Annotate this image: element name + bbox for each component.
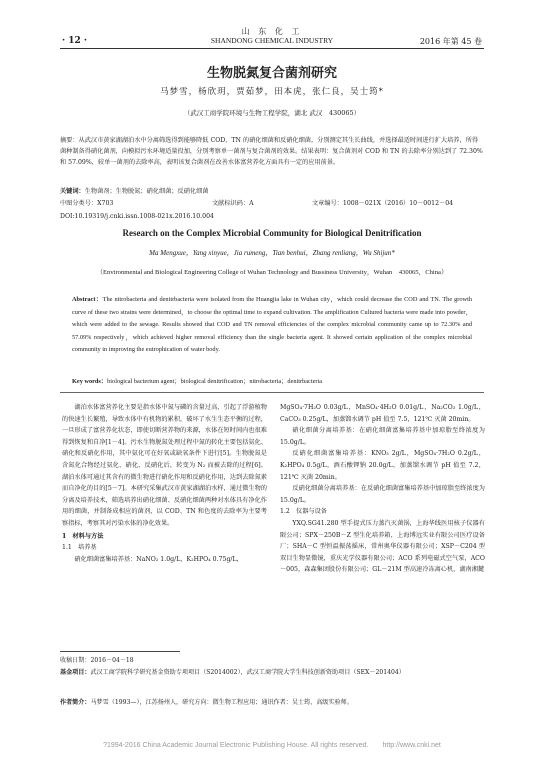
footnote-author xyxy=(60,698,484,709)
abstract-cn: 摘要：从武汉市黄家湖湖泊水中分离筛选得到能够降低 COD、TN 的硝化细菌和反硝化细菌，分别测定其生长曲线，并选择最适时间进行扩大培养，所得菌种制备得硝化菌剂，向模拟污水环境适量投加，分别考察单一菌剂与复合菌剂的效果。结果表明：复合菌剂对 COD 和 TN 的去除率分别达到了 72.30% 和 57.09%，较单一菌剂的去除率高，表明该复合菌剂在改善水体富营养化方面具有一定的应用前景。 xyxy=(60,137,483,166)
keywords-cn-text: 生物菌剂；生物脱氮；硝化细菌；反硝化细菌 xyxy=(84,188,209,195)
keywords-cn-label: 关键词： xyxy=(60,188,85,195)
intro-paragraph: 湖泊水体富营养化主要是指水体中氮与磷的含量过高，引起了浮游植物的快速生长繁殖，导致水体中有机物的累积，破坏了水生生态平衡的过程，一旦形成了富营养化状态，即使切断营养物的来源，水体在短时间内也很难得到恢复和自净[1－4]。污水生物脱氮处理过程中氮的转化主要包括氨化、硝化和反硝化作用，其中氨化可在好氧或缺氧条件下进行[5]。生物脱氮是含氮化合物经过氨化、硝化、反硝化后，转变为 N₂ 而被去除的过程[6]。湖泊水体可通过其含有的微生物进行硝化作用和反硝化作用，达到去除氮素而自净化的目的[5－7]。本研究采集武汉市黄家湖湖泊水样，通过微生物的分离及培养技术，筛选培养出硝化细菌、反硝化细菌两种对水体具有净化作用的细菌，并制备成相应的菌剂，以 COD、TN 和色度的去除率为主要考察指标，考察其对污染水体的净化效果。 xyxy=(62,404,267,527)
authors-cn: 马梦雪，杨欣玥，贾茹梦，田本虎，张仁良，吴士筠* xyxy=(160,87,384,97)
denitrifier-enrichment-medium: 反硝化细菌富集培养基：KNO₃ 2g/L，MgSO₄·7H₂O 0.2g/L，K₂HPO₄ 0.5g/L，酒石酸钾钠 20.0g/L，加蒸馏水调节 pH 值至 7.2，121℃ 灭菌 20min。 xyxy=(280,450,485,481)
body-column-left xyxy=(62,402,267,565)
doi: DOI:10.19319/j.cnki.issn.1008-021x.2016.10.004 xyxy=(60,213,214,220)
journal-name-en: SHANDONG CHEMICAL INDUSTRY xyxy=(210,36,334,45)
paper-title-cn: 生物脱氮复合菌剂研究 xyxy=(206,66,337,81)
section-divider xyxy=(60,392,484,393)
page-number: · 12 · xyxy=(62,36,88,46)
affiliation-cn: （武汉工商学院环境与生物工程学院，湖北 武汉 430065） xyxy=(183,109,361,117)
paper-title-en: Research on the Complex Microbial Community for Biological Denitrification xyxy=(122,228,422,238)
clc-number: 中图分类号：X703 xyxy=(60,200,114,207)
denitrifier-isolation-medium: 反硝化细菌分离培养基：在反硝化细菌富集培养基中加琼脂至终浓度为 15.0g/L。 xyxy=(280,485,485,504)
keywords-en xyxy=(72,376,472,385)
watermark: ?1994-2016 China Academic Journal Electronic Publishing House. All rights reserved. http://www.cnki.net xyxy=(103,742,441,749)
keywords-en-text: biological bacterium agent；biological denitrification；nitrobacteria；denitrbacteria xyxy=(107,378,323,385)
footnote-fund xyxy=(60,668,484,679)
footnote-rule xyxy=(60,651,180,652)
subsection-heading-instruments: 1.2 仪器与设备 xyxy=(280,508,327,516)
media-paragraph: 硝化细菌富集培养基：NaNO₂ 1.0g/L，K₂HPO₄ 0.75g/L， xyxy=(74,555,243,563)
instruments-paragraph: YXQ.SG41.280 型手提式压力蒸汽灭菌锅，上海华线医用核子仪器有限公司；SPX－250B－Z 型生化培养箱，上海博远实业有限公司医疗设备厂；SHA－C 型恒温振荡摇床，常州奥华仪器有限公司；XSP－C204 型双目生物显微镜，重庆光学仪器有限公司；ACO 系列电磁式空气泵，ACO－005，森森集团股份有限公司；GL－21M 型高速冷冻离心机，湖南湘麓 xyxy=(280,519,485,574)
affiliation-en: （Environmental and Biological Engineering College of Wuhan Technology and Bussiness University，Wuhan 430065，China） xyxy=(96,269,448,276)
abstract-en xyxy=(72,294,472,357)
footnote-fund-label: 基金项目： xyxy=(60,669,91,676)
journal-issue: 2016 年第 45 卷 xyxy=(419,37,482,46)
section-heading-materials: 1 材料与方法 xyxy=(62,532,104,540)
nitrifier-isolation-medium: 硝化细菌分离培养基：在硝化细菌富集培养基中加琼脂至终浓度为 15.0g/L。 xyxy=(280,427,485,446)
media-continued: MgSO₄·7H₂O 0.03g/L，MnSO₄·4H₂O 0.01g/L，Na₂CO₃ 1.0g/L，CaCO₃ 0.25g/L，加蒸馏水调节 pH 值至 7.5，121℃ 灭菌 20min。 xyxy=(280,404,485,423)
abstract-en-text: The nitrobacteria and denitrbacteria were isolated from the Huangjia lake in Wuhan city，which could decrease the COD and TN. The growth curve of these two strains were determined，to choose the optimal time to expand cultivation. The amplification Cultured bacteria were made into powder，which were added to the sewage. Results showed that COD and TN removal efficiencies of the complex microbial community came up to 72.30% and 57.09% respectively，which achieved higher removal efficiency than the single bacteria agent. It showed certain application of the complex microbial community in improving the eutrophication of water body. xyxy=(72,296,472,353)
article-number: 文章编号：1008－021X（2016）10－0012－04 xyxy=(312,200,454,207)
abstract-en-label: Abstract： xyxy=(72,296,103,303)
header-rule xyxy=(60,48,484,49)
keywords-cn xyxy=(60,186,484,197)
footnote-author-label: 作者简介： xyxy=(60,699,91,706)
authors-en: Ma Mengxue，Yang xinyue，Jia rumeng，Tian benhui，Zhang renliang，Wu Shijun* xyxy=(149,249,395,257)
document-code: 文献标识码：A xyxy=(212,200,254,207)
body-column-right xyxy=(280,402,485,576)
footnote-author-text: 马梦雪（1993—），江苏扬州人，研究方向：微生物工程应用；通讯作者：吴士筠，高级实验师。 xyxy=(90,699,353,706)
footnote-fund-text: 武汉工商学院科学研究基金资助专项项目（S2014002），武汉工商学院大学生科技创新资助项目（SEX－201404） xyxy=(90,669,405,676)
footnote-received: 收稿日期：2016－04－18 xyxy=(60,657,134,664)
keywords-en-label: Key words： xyxy=(72,378,108,385)
subsection-heading-media: 1.1 培养基 xyxy=(62,544,97,552)
journal-name-cn: 山 东 化 工 xyxy=(241,27,303,36)
